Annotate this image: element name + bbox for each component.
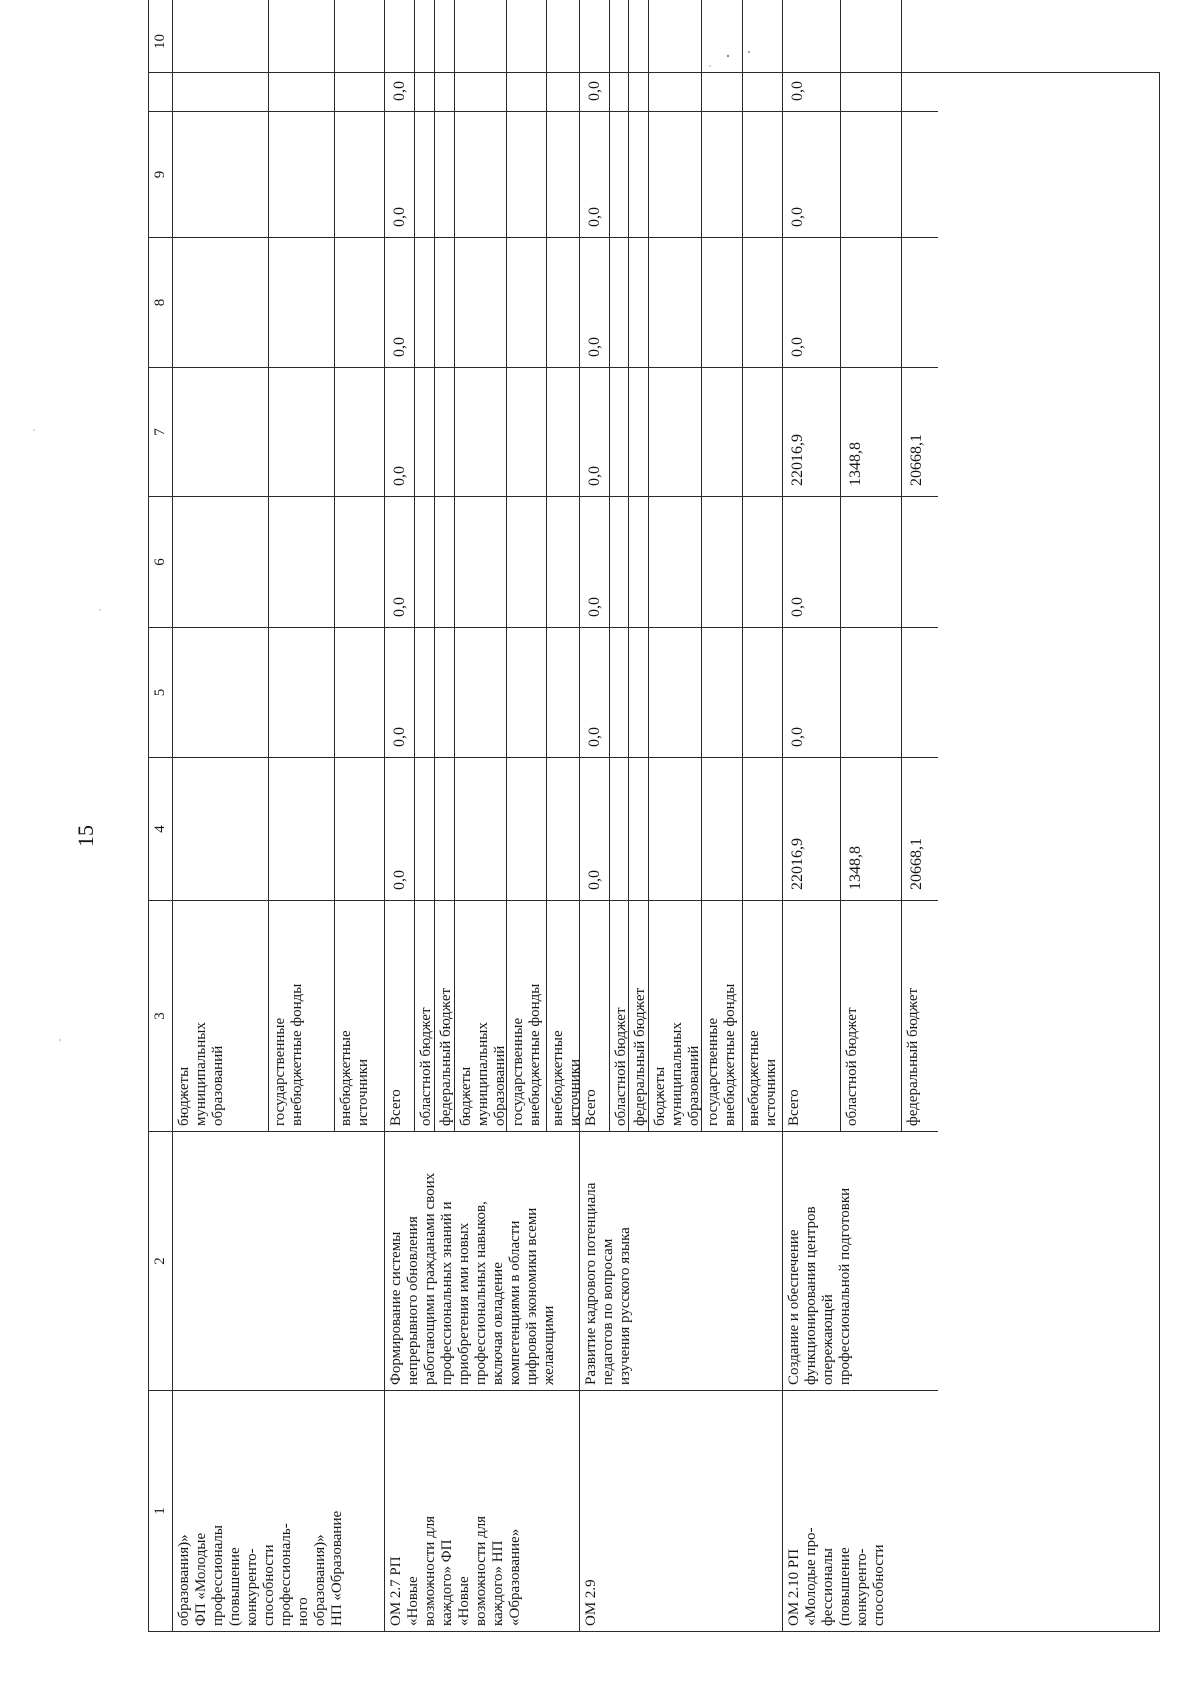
amount-cell — [268, 497, 334, 628]
amount-cell — [648, 368, 701, 497]
amount-cell — [268, 628, 334, 758]
amount-cell: 0,0 — [782, 628, 840, 758]
funding-source-cell: Всего — [782, 901, 840, 1132]
table-grid — [148, 34, 1160, 1632]
amount-cell — [434, 758, 454, 901]
amount-cell — [701, 112, 742, 238]
amount-cell — [901, 0, 938, 112]
amount-cell: 20668,1 — [901, 368, 938, 497]
amount-cell — [609, 238, 628, 368]
amount-cell — [414, 112, 434, 238]
amount-cell — [506, 628, 546, 758]
amount-cell — [840, 497, 901, 628]
measure-description-cell: Формирование системы непрерывного обновления работающими гражданами своих профессиональных знаний и приобретения ими новых профессиональных навыков, включая овладение компетенциями в области цифровой экономики всеми желающими — [384, 1132, 579, 1391]
amount-cell — [701, 497, 742, 628]
amount-cell: 0,0 — [579, 112, 609, 238]
amount-cell — [840, 0, 901, 112]
amount-cell — [506, 368, 546, 497]
amount-cell: 0,0 — [579, 497, 609, 628]
amount-cell — [648, 628, 701, 758]
amount-cell — [268, 238, 334, 368]
amount-cell — [268, 112, 334, 238]
amount-cell — [454, 112, 506, 238]
amount-cell — [414, 497, 434, 628]
amount-cell — [546, 758, 579, 901]
amount-cell — [172, 628, 268, 758]
amount-cell — [454, 628, 506, 758]
measure-description-cell: Развитие кадрового потенциала педагогов по вопросам изучения русского языка — [579, 1132, 782, 1391]
amount-cell: 0,0 — [384, 497, 414, 628]
amount-cell — [701, 0, 742, 112]
amount-cell — [901, 112, 938, 238]
amount-cell — [628, 112, 648, 238]
amount-cell — [742, 112, 782, 238]
amount-cell — [172, 112, 268, 238]
amount-cell — [609, 497, 628, 628]
amount-cell — [334, 368, 384, 497]
measure-code-cell: образования)» ФП «Молодые профессионалы (повышение конкуренто- способности профессиональ- ного образования)» НП «Образование — [172, 1391, 384, 1632]
amount-cell — [742, 368, 782, 497]
amount-cell — [742, 628, 782, 758]
amount-cell — [172, 0, 268, 112]
column-header: 4 — [148, 758, 172, 901]
column-header: 3 — [148, 901, 172, 1132]
amount-cell — [648, 758, 701, 901]
amount-cell — [454, 238, 506, 368]
amount-cell: 0,0 — [384, 758, 414, 901]
amount-cell — [628, 497, 648, 628]
amount-cell: 1348,8 — [840, 368, 901, 497]
column-header: 5 — [148, 628, 172, 758]
amount-cell: 0,0 — [384, 112, 414, 238]
funding-source-cell: бюджеты муниципальных образований — [454, 901, 506, 1132]
amount-cell — [172, 368, 268, 497]
funding-source-cell: областной бюджет — [609, 901, 628, 1132]
amount-cell: 0,0 — [384, 368, 414, 497]
amount-cell — [172, 238, 268, 368]
amount-cell — [334, 0, 384, 112]
measure-description-cell — [172, 1132, 384, 1391]
amount-cell — [506, 0, 546, 112]
amount-cell — [648, 238, 701, 368]
amount-cell — [901, 628, 938, 758]
funding-source-cell: областной бюджет — [414, 901, 434, 1132]
amount-cell — [414, 758, 434, 901]
amount-cell — [648, 112, 701, 238]
amount-cell — [414, 0, 434, 112]
amount-cell: 22016,9 — [782, 758, 840, 901]
amount-cell — [334, 238, 384, 368]
column-header: 6 — [148, 497, 172, 628]
amount-cell — [454, 758, 506, 901]
amount-cell — [609, 628, 628, 758]
funding-source-cell: государственные внебюджетные фонды — [506, 901, 546, 1132]
funding-source-cell: государственные внебюджетные фонды — [701, 901, 742, 1132]
amount-cell: 0,0 — [782, 497, 840, 628]
amount-cell — [268, 368, 334, 497]
funding-source-cell: государственные внебюджетные фонды — [268, 901, 334, 1132]
amount-cell — [506, 497, 546, 628]
amount-cell — [742, 238, 782, 368]
amount-cell — [701, 758, 742, 901]
budget-table — [148, 34, 1160, 1632]
amount-cell — [901, 238, 938, 368]
amount-cell — [434, 112, 454, 238]
funding-source-cell: бюджеты муниципальных образований — [648, 901, 701, 1132]
amount-cell — [268, 0, 334, 112]
amount-cell — [742, 0, 782, 112]
amount-cell — [434, 368, 454, 497]
amount-cell — [628, 758, 648, 901]
column-header: 7 — [148, 368, 172, 497]
amount-cell: 0,0 — [579, 0, 609, 112]
column-header: 2 — [148, 1132, 172, 1391]
column-header: 8 — [148, 238, 172, 368]
amount-cell — [268, 758, 334, 901]
funding-source-cell: Всего — [579, 901, 609, 1132]
funding-source-cell: Всего — [384, 901, 414, 1132]
amount-cell — [546, 628, 579, 758]
amount-cell — [701, 238, 742, 368]
amount-cell — [742, 758, 782, 901]
funding-source-cell: внебюджетные источники — [334, 901, 384, 1132]
amount-cell: 0,0 — [579, 758, 609, 901]
amount-cell — [609, 112, 628, 238]
amount-cell — [506, 238, 546, 368]
measure-description-cell: Создание и обеспечение функционирования центров опережающей профессиональной подготовки — [782, 1132, 938, 1391]
amount-cell: 0,0 — [384, 628, 414, 758]
column-header: 9 — [148, 112, 172, 238]
amount-cell — [334, 628, 384, 758]
amount-cell — [414, 238, 434, 368]
amount-cell: 0,0 — [782, 238, 840, 368]
amount-cell — [414, 368, 434, 497]
column-header: 1 — [148, 1391, 172, 1632]
amount-cell — [840, 628, 901, 758]
amount-cell: 0,0 — [782, 112, 840, 238]
amount-cell — [334, 497, 384, 628]
amount-cell — [434, 497, 454, 628]
amount-cell — [701, 628, 742, 758]
funding-source-cell: федеральный бюджет — [434, 901, 454, 1132]
amount-cell — [506, 112, 546, 238]
funding-source-cell: бюджеты муниципальных образований — [172, 901, 268, 1132]
amount-cell — [609, 758, 628, 901]
amount-cell — [628, 238, 648, 368]
funding-source-cell: внебюджетные источники — [546, 901, 579, 1132]
amount-cell: 0,0 — [579, 368, 609, 497]
amount-cell — [434, 0, 454, 112]
amount-cell — [628, 368, 648, 497]
amount-cell — [840, 238, 901, 368]
amount-cell — [628, 0, 648, 112]
amount-cell — [172, 758, 268, 901]
amount-cell: 1348,8 — [840, 758, 901, 901]
amount-cell: 0,0 — [384, 238, 414, 368]
amount-cell — [506, 758, 546, 901]
amount-cell — [334, 758, 384, 901]
amount-cell — [454, 497, 506, 628]
measure-code-cell: ОМ 2.7 РП «Новые возможности для каждого» ФП «Новые возможности для каждого» НП «Образование» — [384, 1391, 579, 1632]
amount-cell — [609, 0, 628, 112]
amount-cell: 0,0 — [782, 0, 840, 112]
amount-cell — [901, 497, 938, 628]
page-number: 15 — [73, 825, 98, 847]
amount-cell — [434, 628, 454, 758]
amount-cell — [648, 0, 701, 112]
measure-code-cell: ОМ 2.10 РП «Молодые про- фессионалы (повышение конкуренто- способности — [782, 1391, 938, 1632]
amount-cell: 20668,1 — [901, 758, 938, 901]
amount-cell — [628, 628, 648, 758]
measure-code-cell: ОМ 2.9 — [579, 1391, 782, 1632]
amount-cell — [546, 368, 579, 497]
amount-cell — [648, 497, 701, 628]
funding-source-cell: федеральный бюджет — [628, 901, 648, 1132]
amount-cell — [701, 368, 742, 497]
amount-cell: 0,0 — [579, 628, 609, 758]
amount-cell — [454, 368, 506, 497]
amount-cell: 0,0 — [579, 238, 609, 368]
amount-cell — [546, 0, 579, 112]
funding-source-cell: внебюджетные источники — [742, 901, 782, 1132]
amount-cell — [546, 238, 579, 368]
amount-cell: 22016,9 — [782, 368, 840, 497]
amount-cell — [454, 0, 506, 112]
amount-cell — [742, 497, 782, 628]
amount-cell — [546, 497, 579, 628]
amount-cell — [172, 497, 268, 628]
funding-source-cell: федеральный бюджет — [901, 901, 938, 1132]
amount-cell — [434, 238, 454, 368]
amount-cell — [334, 112, 384, 238]
amount-cell — [840, 112, 901, 238]
amount-cell: 0,0 — [384, 0, 414, 112]
amount-cell — [414, 628, 434, 758]
column-header: 10 — [148, 0, 172, 112]
funding-source-cell: областной бюджет — [840, 901, 901, 1132]
amount-cell — [546, 112, 579, 238]
amount-cell — [609, 368, 628, 497]
